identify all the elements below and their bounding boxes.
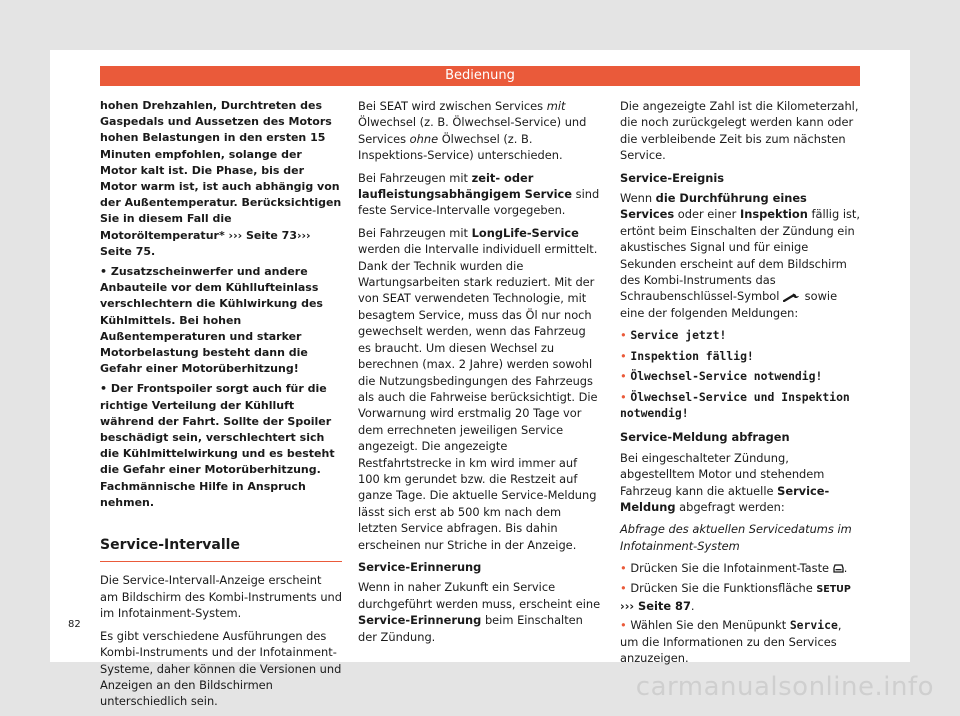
list-item: • Wählen Sie den Menüpunkt Service, um die Informationen zu den Services anzuzeigen. bbox=[620, 618, 842, 666]
list-item: • Ölwechsel-Service notwendig! bbox=[620, 369, 823, 384]
car-menu-icon bbox=[833, 564, 844, 574]
paragraph: Abfrage des aktuellen Servicedatums im Infotainment-System bbox=[620, 522, 852, 553]
list-item: • Drücken Sie die Funktionsfläche SETUP ››› Seite 87. bbox=[620, 580, 851, 613]
paragraph: Die Service-Intervall-Anzeige erscheint am Bildschirm des Kombi-Instruments und im Infotainment-System. bbox=[100, 573, 343, 621]
page-reference-link[interactable]: ››› Seite 87 bbox=[620, 598, 691, 613]
list-item: • Service jetzt! bbox=[620, 328, 727, 343]
section-title: Service-Intervalle bbox=[100, 537, 342, 562]
warning-box bbox=[100, 98, 342, 511]
list-item: • Ölwechsel-Service und Inspektion notwendig! bbox=[620, 389, 850, 420]
setup-key: SETUP bbox=[816, 583, 851, 595]
paragraph: Bei Fahrzeugen mit zeit- oder laufleistungsabhängigem Service sind feste Service-Intervalle vorgegeben. bbox=[358, 170, 600, 218]
warning-paragraph: hohen Drehzahlen, Durchtreten des Gaspedals und Aussetzen des Motors hohen Belastungen in den ersten 15 Minuten empfohlen, solange der Motor kalt ist. Die Phase, bis der Motor warm ist, ist auch abhängig von der Außentemperatur. Berücksichtigen Sie in diesem Fall die Motoröltemperatur* ››› Seite 73››› Seite 75. bbox=[100, 99, 342, 258]
bullet-icon: • bbox=[620, 328, 627, 343]
list-item: • Inspektion fällig! bbox=[620, 348, 754, 363]
bullet-icon: • bbox=[620, 369, 627, 384]
list-item: • Drücken Sie die Infotainment-Taste . bbox=[620, 561, 848, 576]
paragraph: Die angezeigte Zahl ist die Kilometerzahl, die noch zurückgelegt werden kann oder die verbleibende Zeit bis zum nächsten Service. bbox=[620, 99, 859, 163]
subheading: Service-Ereignis bbox=[620, 170, 725, 185]
paragraph: Wenn die Durchführung eines Services oder einer Inspektion fällig ist, ertönt beim Einschalten der Zündung ein akustisches Signal und für einige Sekunden erscheint auf dem Bildschirm des Kombi-Instruments das Schraubenschlüssel-Symbol sowie eine der folgenden Meldungen: bbox=[620, 191, 861, 320]
subheading: Service-Erinnerung bbox=[358, 559, 482, 574]
paragraph: Bei eingeschalteter Zündung, abgestelltem Motor und stehendem Fahrzeug kann die aktuelle Service-Meldung abgefragt werden: bbox=[620, 450, 830, 514]
subheading: Service-Meldung abfragen bbox=[620, 430, 790, 445]
column-right bbox=[620, 98, 860, 670]
bullet-icon: • bbox=[620, 561, 627, 576]
bullet-icon: • bbox=[100, 382, 108, 396]
paragraph: Wenn in naher Zukunft ein Service durchgeführt werden muss, erscheint eine Service-Erinnerung beim Einschalten der Zündung. bbox=[358, 580, 601, 644]
warning-paragraph: • Zusatzscheinwerfer und andere Anbauteile vor dem Kühllufteinlass verschlechtern die Kühlwirkung des Kühlmittels. Bei hohen Außentemperaturen und starker Motorbelastung besteht dann die Gefahr einer Motorüberhitzung! bbox=[100, 265, 323, 376]
wrench-icon bbox=[783, 292, 801, 302]
column-left bbox=[100, 98, 342, 716]
page-number: 82 bbox=[68, 619, 81, 630]
bullet-icon: • bbox=[620, 348, 627, 363]
bullet-icon: • bbox=[620, 618, 627, 633]
paragraph: Bei SEAT wird zwischen Services mit Ölwechsel (z. B. Ölwechsel-Service) und Services ohne Ölwechsel (z. B. Inspektions-Service) unterschieden. bbox=[358, 99, 587, 163]
bullet-icon: • bbox=[620, 389, 627, 404]
warning-paragraph: • Der Frontspoiler sorgt auch für die richtige Verteilung der Kühlluft während der Fahrt. Sollte der Spoiler beschädigt sein, verschlechtert sich die Kühlmittelwirkung und es besteht die Gefahr einer Motorüberhitzung. Fachmännische Hilfe in Anspruch nehmen. bbox=[100, 382, 335, 509]
bullet-icon: • bbox=[620, 580, 627, 595]
chapter-header: Bedienung bbox=[100, 66, 860, 86]
paragraph: Es gibt verschiedene Ausführungen des Kombi-Instruments und der Infotainment-Systeme, daher können die Versionen und Anzeigen an den Bildschirmen unterschiedlich sein. bbox=[100, 628, 342, 709]
page-reference-link[interactable]: ››› Seite 73››› Seite 75. bbox=[100, 228, 311, 258]
paragraph: Bei Fahrzeugen mit LongLife-Service werden die Intervalle individuell ermittelt. Dank der Technik wurden die Wartungsarbeiten stark reduziert. Mit der von SEAT verwendeten Technologie, mit besagtem Service, muss das Öl nur noch gewechselt werden, wenn das Fahrzeug es braucht. Um diesen Wechsel zu berechnen (max. 2 Jahre) werden sowohl die Nutzungsbedingungen des Fahrzeugs als auch die Fahrweise berücksichtigt. Die Vorwarnung wird erstmalig 20 Tage vor dem errechneten jeweiligen Service angezeigt. Die angezeigte Restfahrtstrecke in km wird immer auf 100 km gerundet bzw. die Restzeit auf ganze Tage. Die aktuelle Service-Meldung lässt sich erst ab 500 km nach dem letzten Service abfragen. Bis dahin erscheinen nur Striche in der Anzeige. bbox=[358, 225, 598, 552]
watermark: carmanualsonline.info bbox=[635, 672, 934, 702]
column-middle bbox=[358, 98, 602, 651]
bullet-icon: • bbox=[100, 265, 108, 279]
